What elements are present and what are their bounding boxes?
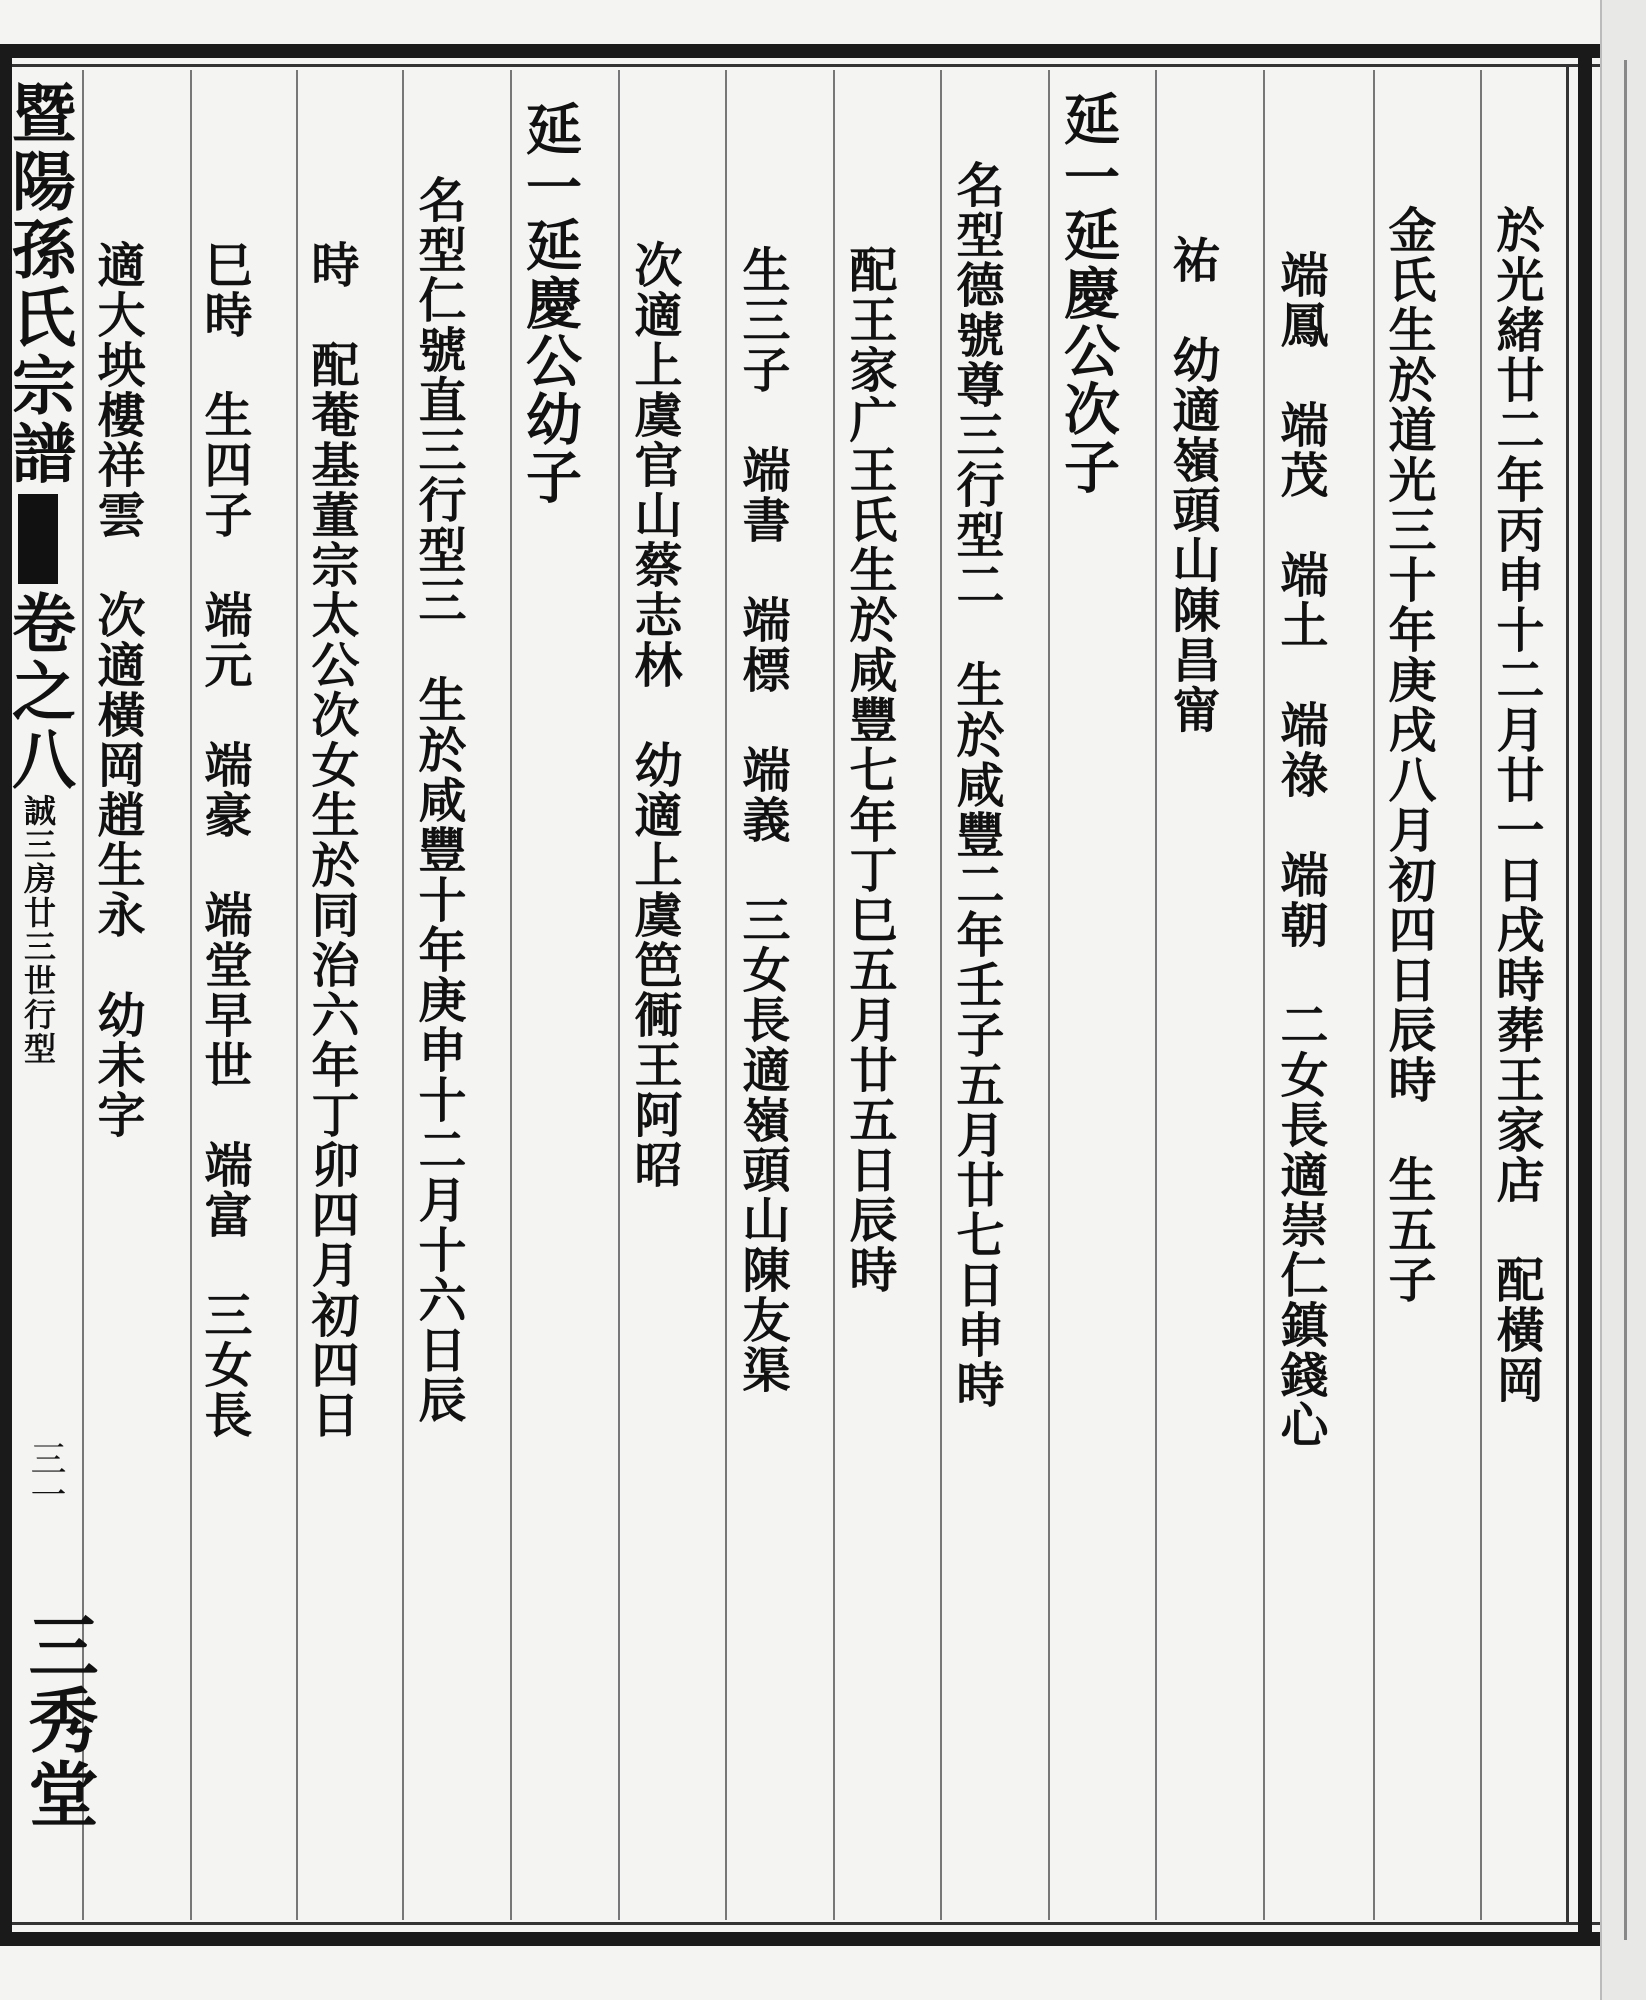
section-label: 誠三房廿三世行型 [19, 794, 57, 1066]
column-divider [296, 70, 298, 1920]
volume-label: 卷之八 [1, 590, 76, 794]
column-divider [940, 70, 942, 1920]
hall-name: 三秀堂 [17, 1610, 100, 1832]
column-divider [725, 70, 727, 1920]
adjacent-page-border [1624, 60, 1627, 1940]
text-column: 時 配菴基董宗太公次女生於同治六年丁卯四月初四日 [303, 240, 359, 1440]
text-column: 端鳳 端茂 端土 端祿 端朝 二女長適崇仁鎮錢心 [1272, 250, 1328, 1450]
frame-right-border [1578, 44, 1592, 1946]
column-divider [1263, 70, 1265, 1920]
frame-top-inner-border [0, 64, 1600, 67]
column-divider [618, 70, 620, 1920]
book-title: 暨陽孫氏宗譜 [1, 80, 76, 488]
frame-bottom-inner-border [0, 1922, 1600, 1925]
text-column: 次適上虞官山蔡志林 幼適上虞笆衕王阿昭 [626, 240, 682, 1190]
adjacent-page-edge [1600, 0, 1646, 2000]
spine-margin [1, 80, 76, 1066]
page-number: 三一 [25, 1440, 66, 1512]
column-divider [190, 70, 192, 1920]
text-column: 配王家广王氏生於咸豐七年丁巳五月廿五日辰時 [841, 245, 897, 1295]
lineage-heading: 延一延慶公幼子 [517, 100, 583, 506]
frame-top-border [0, 44, 1600, 58]
column-divider [402, 70, 404, 1920]
text-column: 金氏生於道光三十年庚戌八月初四日辰時 生五子 [1380, 205, 1436, 1305]
column-divider [1480, 70, 1482, 1920]
lineage-heading: 延一延慶公次子 [1055, 90, 1121, 496]
text-column: 生三子 端書 端標 端義 三女長適嶺頭山陳友渠 [734, 245, 790, 1395]
column-divider [1048, 70, 1050, 1920]
fishtail-mark [18, 494, 58, 584]
frame-right-inner-border [1566, 64, 1569, 1924]
column-divider [1373, 70, 1375, 1920]
text-column: 祐 幼適嶺頭山陳昌甯 [1164, 235, 1220, 735]
text-column: 名型仁號直三行型三 生於咸豐十年庚申十二月十六日辰 [410, 175, 466, 1425]
text-column: 名型德號尊三行型二 生於咸豐二年壬子五月廿七日申時 [948, 160, 1004, 1410]
column-divider [510, 70, 512, 1920]
text-column: 巳時 生四子 端元 端豪 端堂早世 端富 三女長 [196, 240, 252, 1440]
column-divider [1155, 70, 1157, 1920]
frame-bottom-border [0, 1932, 1600, 1946]
column-divider [833, 70, 835, 1920]
text-column: 適大坱樓祥雲 次適橫岡趙生永 幼未字 [89, 240, 145, 1140]
text-column: 於光緒廿二年丙申十二月廿一日戌時葬王家店 配橫岡 [1488, 205, 1544, 1405]
